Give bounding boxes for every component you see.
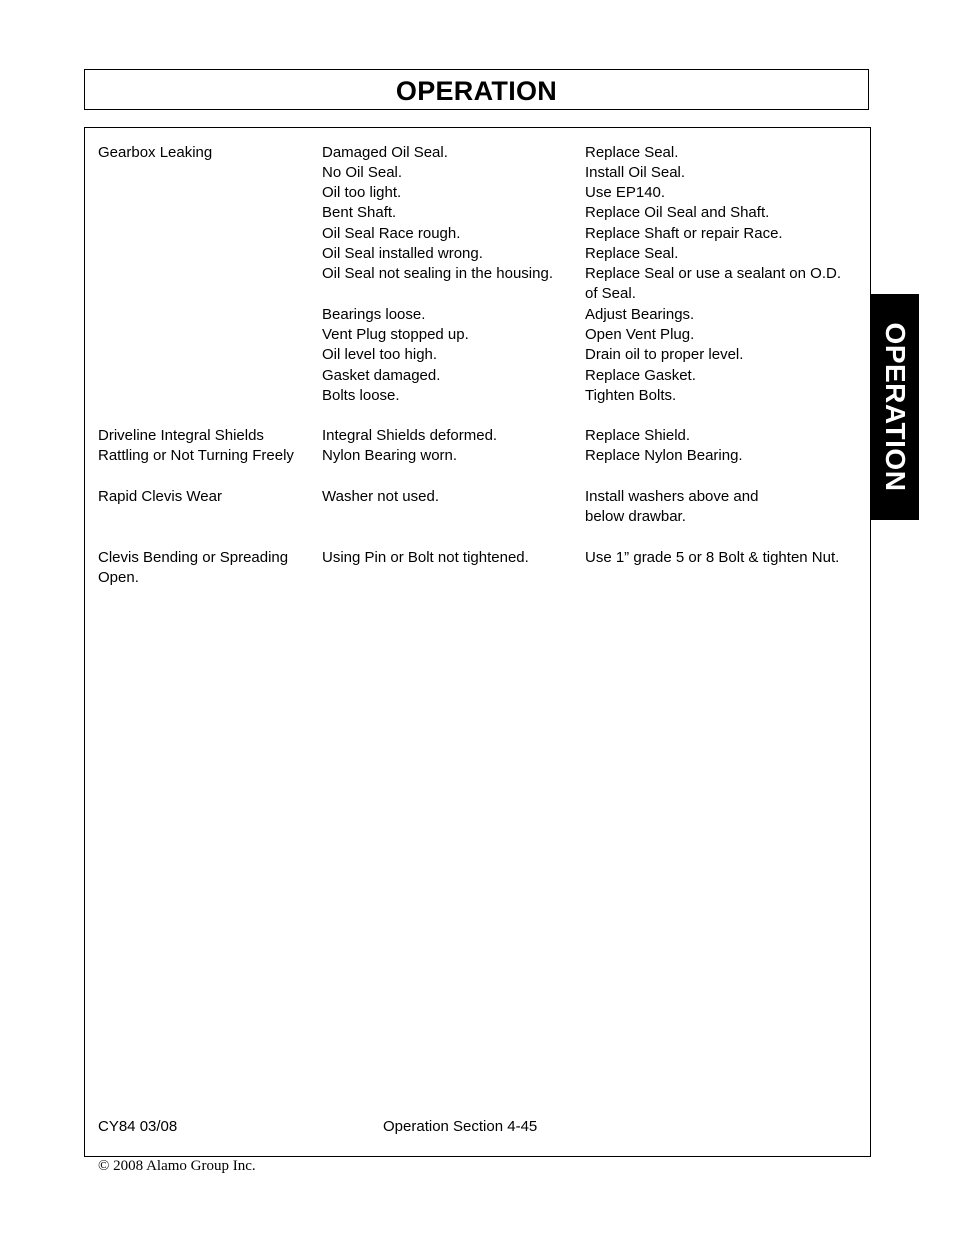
remedy-text: Replace Seal or use a sealant on O.D.: [585, 265, 841, 282]
problem-text: Rapid Clevis Wear: [98, 488, 222, 505]
remedy-text: below drawbar.: [585, 508, 686, 525]
problem-text: Rattling or Not Turning Freely: [98, 447, 294, 464]
cause-text: Nylon Bearing worn.: [322, 447, 458, 464]
footer-model-date: CY84 03/08: [98, 1118, 178, 1135]
remedy-text: Replace Seal.: [585, 245, 679, 262]
remedy-text: Use 1” grade 5 or 8 Bolt & tighten Nut.: [585, 549, 840, 566]
cause-text: Oil level too high.: [322, 346, 438, 363]
remedy-text: Tighten Bolts.: [585, 387, 677, 404]
cause-text: Using Pin or Bolt not tightened.: [322, 549, 529, 566]
problem-text: Clevis Bending or Spreading: [98, 549, 289, 566]
cause-text: No Oil Seal.: [322, 164, 403, 181]
cause-text: Damaged Oil Seal.: [322, 144, 448, 161]
header-box: [84, 69, 869, 110]
cause-text: Bent Shaft.: [322, 204, 397, 221]
problem-text: Gearbox Leaking: [98, 144, 213, 161]
remedy-text: Use EP140.: [585, 184, 666, 201]
remedy-text: Replace Seal.: [585, 144, 679, 161]
remedy-text: Drain oil to proper level.: [585, 346, 744, 363]
cause-text: Oil Seal not sealing in the housing.: [322, 265, 553, 282]
cause-text: Oil Seal Race rough.: [322, 225, 461, 242]
cause-text: Vent Plug stopped up.: [322, 326, 469, 343]
remedy-text: Replace Gasket.: [585, 367, 696, 384]
remedy-text: Replace Shaft or repair Race.: [585, 225, 783, 242]
remedy-text: Replace Nylon Bearing.: [585, 447, 743, 464]
cause-text: Oil too light.: [322, 184, 402, 201]
footer-section: Operation Section 4-45: [383, 1118, 538, 1135]
remedy-text: Adjust Bearings.: [585, 306, 695, 323]
remedy-text: Install Oil Seal.: [585, 164, 686, 181]
problem-text: Open.: [98, 569, 139, 586]
problem-text: Driveline Integral Shields: [98, 427, 264, 444]
page-title: OPERATION: [395, 76, 558, 106]
remedy-text: Replace Shield.: [585, 427, 691, 444]
cause-text: Integral Shields deformed.: [322, 427, 498, 444]
cause-text: Gasket damaged.: [322, 367, 441, 384]
remedy-text: of Seal.: [585, 285, 636, 302]
cause-text: Washer not used.: [322, 488, 440, 505]
remedy-text: Open Vent Plug.: [585, 326, 695, 343]
copyright-notice: © 2008 Alamo Group Inc.: [98, 1158, 256, 1174]
cause-text: Bearings loose.: [322, 306, 426, 323]
remedy-text: Install washers above and: [585, 488, 759, 505]
cause-text: Oil Seal installed wrong.: [322, 245, 483, 262]
cause-text: Bolts loose.: [322, 387, 400, 404]
section-side-tab: [870, 294, 919, 520]
remedy-text: Replace Oil Seal and Shaft.: [585, 204, 770, 221]
side-tab-label: OPERATION: [879, 322, 911, 492]
